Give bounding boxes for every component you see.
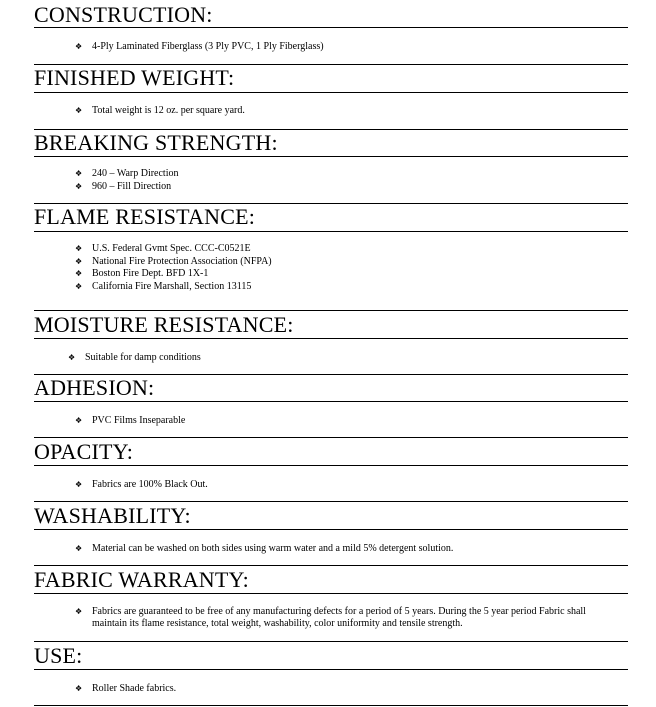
list-item bbox=[75, 256, 625, 269]
bullet-text: Boston Fire Dept. BFD 1X-1 bbox=[92, 268, 209, 279]
list-item bbox=[75, 543, 625, 556]
list-item bbox=[75, 268, 625, 281]
diamond-bullet-icon: ❖ bbox=[75, 607, 83, 616]
bullet-text: PVC Films Inseparable bbox=[92, 415, 186, 426]
diamond-bullet-icon: ❖ bbox=[75, 256, 83, 266]
bullet-list-adhesion bbox=[75, 415, 625, 428]
bullet-list-moisture-resistance bbox=[68, 352, 625, 365]
list-item bbox=[75, 243, 625, 256]
bullet-text: 960 – Fill Direction bbox=[92, 180, 172, 192]
bullet-text: Fabrics are 100% Black Out. bbox=[92, 479, 208, 490]
bullet-text: 4-Ply Laminated Fiberglass (3 Ply PVC, 1 Ply Fiberglass) bbox=[92, 41, 324, 52]
section-divider bbox=[34, 27, 628, 28]
bullet-list-use bbox=[75, 683, 625, 696]
section-heading-finished-weight: FINISHED WEIGHT: bbox=[34, 65, 235, 90]
list-item bbox=[68, 352, 625, 365]
bullet-list-opacity bbox=[75, 479, 625, 492]
section-divider bbox=[34, 338, 628, 339]
diamond-bullet-icon: ❖ bbox=[75, 480, 83, 489]
section-heading-flame-resistance: FLAME RESISTANCE: bbox=[34, 204, 256, 229]
diamond-bullet-icon: ❖ bbox=[75, 281, 83, 291]
bullet-text: Roller Shade fabrics. bbox=[92, 683, 177, 694]
bullet-list-finished-weight bbox=[75, 105, 625, 118]
bullet-text: National Fire Protection Association (NFPA) bbox=[92, 255, 272, 267]
section-heading-fabric-warranty: FABRIC WARRANTY: bbox=[34, 567, 249, 592]
section-heading-breaking-strength: BREAKING STRENGTH: bbox=[34, 130, 278, 155]
bullet-text: Fabrics are guaranteed to be free of any manufacturing defects for a period of 5 years. During the 5 year period Fabric shall maintain its flame resistance, total weight, washability, color uniformity and tensile strength. bbox=[92, 606, 586, 629]
bullet-text: California Fire Marshall, Section 13115 bbox=[92, 280, 252, 292]
diamond-bullet-icon: ❖ bbox=[75, 169, 83, 178]
diamond-bullet-icon: ❖ bbox=[75, 416, 83, 425]
section-divider bbox=[34, 465, 628, 466]
list-item bbox=[75, 168, 625, 181]
list-item bbox=[75, 181, 625, 194]
section-heading-washability: WASHABILITY: bbox=[34, 503, 191, 528]
section-divider bbox=[34, 641, 628, 642]
bullet-text: Material can be washed on both sides using warm water and a mild 5% detergent solution. bbox=[92, 543, 454, 554]
list-item bbox=[75, 606, 620, 630]
section-heading-construction: CONSTRUCTION: bbox=[34, 2, 213, 27]
bullet-list-flame-resistance bbox=[75, 243, 625, 293]
bullet-list-washability bbox=[75, 543, 625, 556]
list-item bbox=[75, 479, 625, 492]
list-item bbox=[75, 281, 625, 294]
section-heading-use: USE: bbox=[34, 643, 83, 668]
bullet-list-construction bbox=[75, 41, 625, 54]
list-item bbox=[75, 415, 625, 428]
diamond-bullet-icon: ❖ bbox=[75, 42, 83, 51]
bullet-text: 240 – Warp Direction bbox=[92, 168, 179, 179]
section-divider bbox=[34, 669, 628, 670]
bullet-list-fabric-warranty bbox=[75, 606, 620, 630]
diamond-bullet-icon: ❖ bbox=[75, 244, 83, 253]
section-heading-moisture-resistance: MOISTURE RESISTANCE: bbox=[34, 312, 294, 337]
section-divider bbox=[34, 593, 628, 594]
bullet-text: Suitable for damp conditions bbox=[85, 352, 201, 363]
section-divider bbox=[34, 529, 628, 530]
section-divider bbox=[34, 156, 628, 157]
section-divider bbox=[34, 231, 628, 232]
diamond-bullet-icon: ❖ bbox=[75, 181, 83, 191]
section-divider bbox=[34, 565, 628, 566]
bullet-text: Total weight is 12 oz. per square yard. bbox=[92, 105, 245, 116]
diamond-bullet-icon: ❖ bbox=[75, 684, 83, 693]
list-item bbox=[75, 41, 625, 54]
list-item bbox=[75, 683, 625, 696]
section-divider bbox=[34, 401, 628, 402]
list-item bbox=[75, 105, 625, 118]
section-divider bbox=[34, 501, 628, 502]
diamond-bullet-icon: ❖ bbox=[68, 353, 76, 362]
section-divider bbox=[34, 92, 628, 93]
section-heading-opacity: OPACITY: bbox=[34, 439, 134, 464]
bullet-text: U.S. Federal Gvmt Spec. CCC-C0521E bbox=[92, 243, 251, 254]
diamond-bullet-icon: ❖ bbox=[75, 544, 83, 553]
section-divider bbox=[34, 705, 628, 706]
diamond-bullet-icon: ❖ bbox=[75, 269, 83, 278]
diamond-bullet-icon: ❖ bbox=[75, 106, 83, 115]
section-heading-adhesion: ADHESION: bbox=[34, 375, 155, 400]
bullet-list-breaking-strength bbox=[75, 168, 625, 193]
section-divider bbox=[34, 437, 628, 438]
section-divider bbox=[34, 310, 628, 311]
